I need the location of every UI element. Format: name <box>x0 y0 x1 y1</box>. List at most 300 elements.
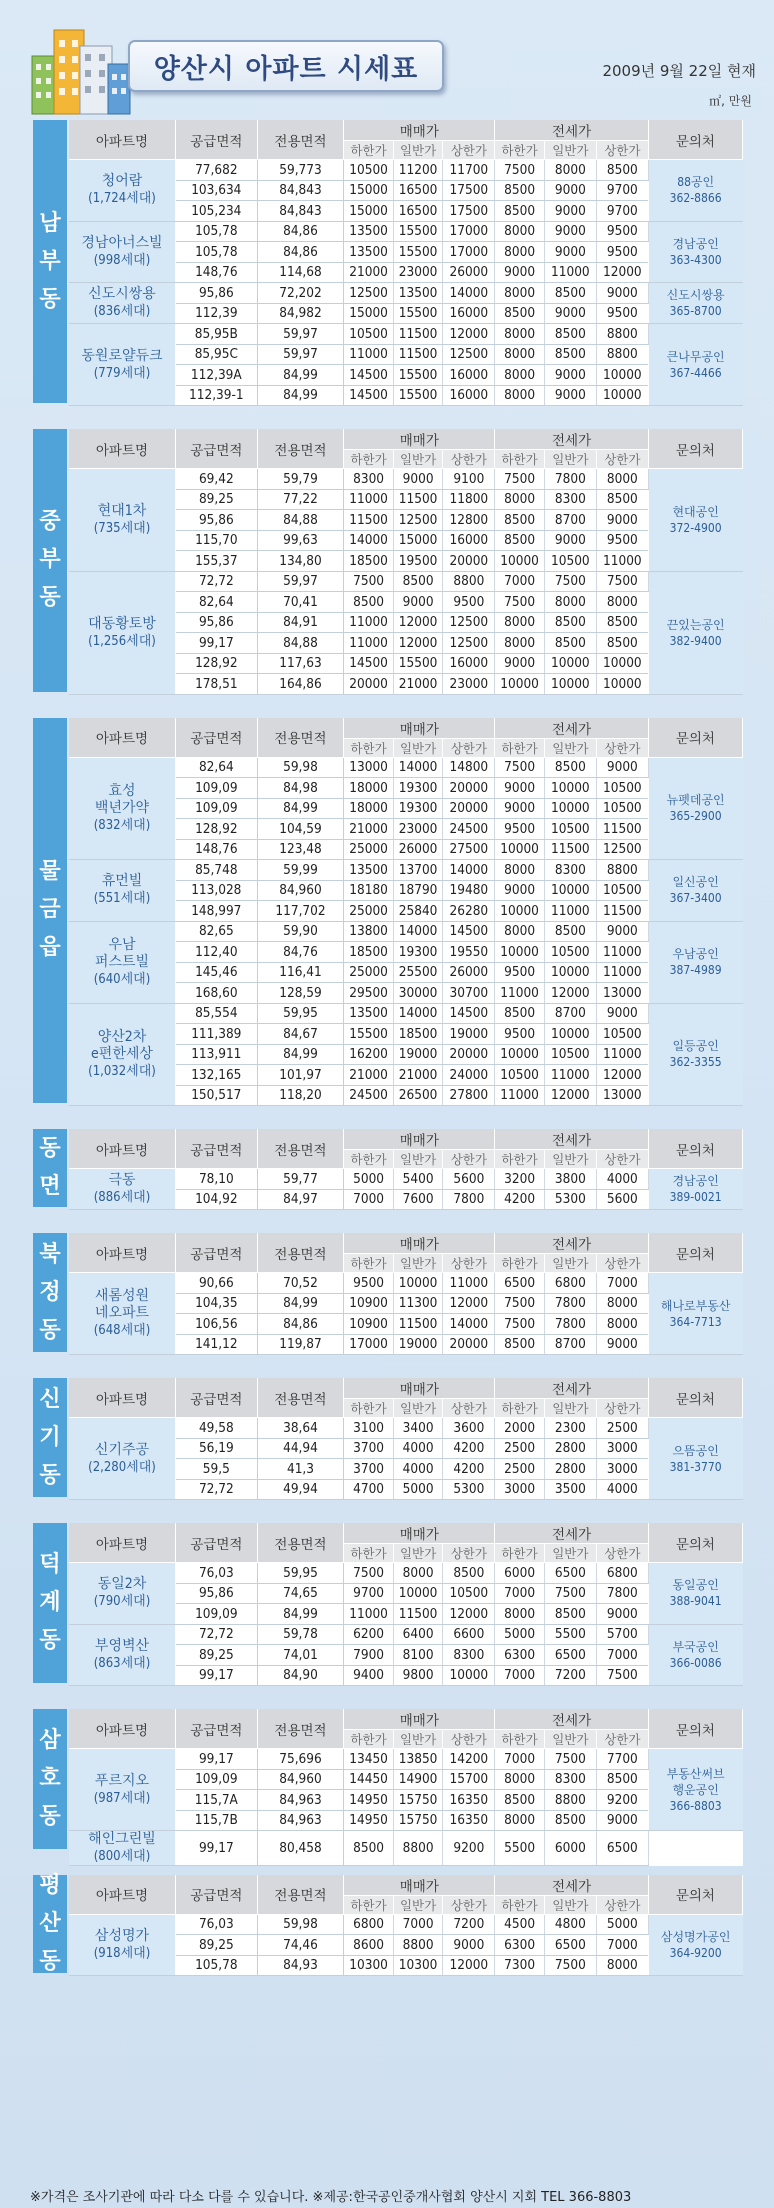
price-row <box>69 1563 743 1584</box>
sale-low-value: 15000 <box>344 201 394 222</box>
sale-mid-value: 5000 <box>393 1479 443 1500</box>
jeonse-mid-value: 8500 <box>544 1604 596 1625</box>
header-row <box>69 1129 743 1150</box>
jeonse-high-value: 5600 <box>596 1189 648 1210</box>
supply-area-value: 85,95B <box>175 324 257 345</box>
district-label-char: 동 <box>39 1628 61 1653</box>
jeonse-low-value: 7500 <box>495 160 545 181</box>
sale-high-value: 17000 <box>443 242 495 263</box>
sale-low-value: 13500 <box>344 1003 394 1024</box>
jeonse-high-value: 11000 <box>596 1044 648 1065</box>
supply-area-value: 56,19 <box>175 1438 257 1459</box>
apartment-name-cell <box>69 1831 175 1866</box>
jeonse-mid-value: 7500 <box>544 571 596 592</box>
apartment-name: 해인그린빌 <box>88 1831 156 1847</box>
exclusive-area-value: 84,99 <box>257 365 344 386</box>
contact-line: 382-9400 <box>669 633 722 648</box>
header-low-price: 하한가 <box>344 1895 394 1914</box>
jeonse-high-value: 10000 <box>596 365 648 386</box>
exclusive-area-value: 84,91 <box>257 612 344 633</box>
jeonse-high-value: 13000 <box>596 983 648 1004</box>
district-label-char: 산 <box>39 1910 61 1936</box>
contact-cell <box>648 160 742 222</box>
jeonse-high-value: 8500 <box>596 612 648 633</box>
sale-mid-value: 13850 <box>393 1749 443 1770</box>
exclusive-area-value: 84,90 <box>257 1665 344 1686</box>
sale-high-value: 19000 <box>443 1024 495 1045</box>
sale-high-value: 4200 <box>443 1459 495 1480</box>
header-contact: 문의처 <box>648 1129 742 1169</box>
sale-low-value: 21000 <box>344 262 394 283</box>
price-row <box>69 160 743 181</box>
contact-line: 으뜸공인 <box>672 1443 719 1458</box>
sale-mid-value: 7600 <box>393 1189 443 1210</box>
district-label <box>33 1872 67 1974</box>
price-row <box>69 324 743 345</box>
header-exclusive-area: 전용면적 <box>257 1875 344 1915</box>
exclusive-area-value: 80,458 <box>257 1831 344 1866</box>
jeonse-low-value: 7500 <box>495 1314 545 1335</box>
apartment-name: 푸르지오 <box>94 1772 150 1789</box>
jeonse-low-value: 4200 <box>495 1189 545 1210</box>
price-table <box>69 1523 743 1686</box>
header-contact: 문의처 <box>648 120 742 160</box>
district-label-char: 물 <box>39 859 61 885</box>
sale-low-value: 14500 <box>344 365 394 386</box>
supply-area-value: 128,92 <box>175 653 257 674</box>
exclusive-area-value: 84,86 <box>257 242 344 263</box>
district-label-char: 덕 <box>39 1552 61 1577</box>
exclusive-area-value: 99,63 <box>257 530 344 551</box>
sale-low-value: 14500 <box>344 385 394 406</box>
header-supply-area: 공급면적 <box>175 1709 257 1749</box>
header-exclusive-area: 전용면적 <box>257 1709 344 1749</box>
sale-high-value: 26000 <box>443 962 495 983</box>
jeonse-low-value: 8500 <box>495 1334 545 1355</box>
sale-high-value: 12500 <box>443 633 495 654</box>
jeonse-mid-value: 8500 <box>544 612 596 633</box>
jeonse-low-value: 7500 <box>495 757 545 778</box>
header-low-price: 하한가 <box>344 1399 394 1418</box>
jeonse-low-value: 8500 <box>495 180 545 201</box>
jeonse-low-value: 7000 <box>495 1665 545 1686</box>
sale-high-value: 20000 <box>443 798 495 819</box>
apartment-name-cell <box>69 283 175 324</box>
header-mid-price: 일반가 <box>544 1254 596 1273</box>
sale-high-value: 7200 <box>443 1914 495 1935</box>
sale-low-value: 11000 <box>344 612 394 633</box>
district-label-char: 동 <box>39 1948 61 1974</box>
contact-line: 363-4300 <box>669 252 722 267</box>
jeonse-low-value: 8000 <box>495 283 545 304</box>
supply-area-value: 72,72 <box>175 1479 257 1500</box>
sale-mid-value: 26000 <box>393 839 443 860</box>
contact-line: 372-4900 <box>669 520 722 535</box>
sale-low-value: 25000 <box>344 901 394 922</box>
supply-area-value: 105,78 <box>175 242 257 263</box>
exclusive-area-value: 84,97 <box>257 1189 344 1210</box>
price-row <box>69 469 743 490</box>
apartment-buildings-icon <box>24 18 144 118</box>
price-row <box>69 757 743 778</box>
exclusive-area-value: 134,80 <box>257 551 344 572</box>
sale-mid-value: 7000 <box>393 1914 443 1935</box>
price-row <box>69 1624 743 1645</box>
jeonse-low-value: 6000 <box>495 1563 545 1584</box>
jeonse-mid-value: 6500 <box>544 1935 596 1956</box>
apartment-name: 네오파트 <box>94 1305 150 1321</box>
exclusive-area-value: 59,95 <box>257 1003 344 1024</box>
sale-mid-value: 12500 <box>393 510 443 531</box>
supply-area-value: 104,35 <box>175 1293 257 1314</box>
apartment-name: 효성 <box>108 782 136 799</box>
jeonse-low-value: 8500 <box>495 1003 545 1024</box>
sale-high-value: 30700 <box>443 983 495 1004</box>
jeonse-mid-value: 10000 <box>544 1024 596 1045</box>
contact-line: 현대공인 <box>672 504 719 519</box>
sale-mid-value: 9800 <box>393 1665 443 1686</box>
district-label <box>33 429 67 692</box>
contact-line: 88공인 <box>677 175 715 190</box>
contact-cell <box>648 921 742 1003</box>
header-sale-price: 매매가 <box>344 1129 495 1150</box>
jeonse-high-value: 9000 <box>596 510 648 531</box>
price-row <box>69 571 743 592</box>
exclusive-area-value: 74,46 <box>257 1935 344 1956</box>
sale-low-value: 11000 <box>344 344 394 365</box>
exclusive-area-value: 119,87 <box>257 1334 344 1355</box>
sale-mid-value: 11200 <box>393 160 443 181</box>
sale-mid-value: 8800 <box>393 1831 443 1866</box>
sale-low-value: 24500 <box>344 1085 394 1106</box>
sale-high-value: 14500 <box>443 921 495 942</box>
jeonse-mid-value: 4800 <box>544 1914 596 1935</box>
jeonse-mid-value: 3800 <box>544 1169 596 1190</box>
sale-mid-value: 14900 <box>393 1769 443 1790</box>
sale-mid-value: 19000 <box>393 1044 443 1065</box>
supply-area-value: 150,517 <box>175 1085 257 1106</box>
district-label-char: 호 <box>39 1765 61 1791</box>
header-apt-name: 아파트명 <box>69 1129 175 1169</box>
jeonse-high-value: 9000 <box>596 757 648 778</box>
jeonse-mid-value: 8700 <box>544 510 596 531</box>
contact-line: 364-7713 <box>669 1314 722 1329</box>
contact-line: 일신공인 <box>672 875 719 890</box>
header-contact: 문의처 <box>648 1378 742 1418</box>
supply-area-value: 112,39 <box>175 303 257 324</box>
sale-mid-value: 19300 <box>393 942 443 963</box>
apartment-name-cell <box>69 1273 175 1355</box>
jeonse-mid-value: 3500 <box>544 1479 596 1500</box>
jeonse-mid-value: 9000 <box>544 385 596 406</box>
supply-area-value: 76,03 <box>175 1563 257 1584</box>
apartment-name-cell <box>69 860 175 922</box>
supply-area-value: 59,5 <box>175 1459 257 1480</box>
contact-line: 경남공인 <box>672 1174 719 1188</box>
header-sale-price: 매매가 <box>344 429 495 450</box>
jeonse-mid-value: 7800 <box>544 469 596 490</box>
apartment-households: (886세대) <box>93 1190 151 1205</box>
jeonse-low-value: 8500 <box>495 1790 545 1811</box>
contact-line: 367-4466 <box>669 365 722 380</box>
exclusive-area-value: 117,702 <box>257 901 344 922</box>
exclusive-area-value: 84,86 <box>257 221 344 242</box>
apartment-households: (863세대) <box>93 1655 151 1671</box>
sale-low-value: 8500 <box>344 1831 394 1866</box>
supply-area-value: 109,09 <box>175 1769 257 1790</box>
header-supply-area: 공급면적 <box>175 1875 257 1915</box>
supply-area-value: 145,46 <box>175 962 257 983</box>
contact-cell <box>648 1624 742 1686</box>
sale-high-value: 20000 <box>443 778 495 799</box>
district-label-char: 북 <box>39 1241 61 1267</box>
header-exclusive-area: 전용면적 <box>257 718 344 758</box>
sale-mid-value: 19300 <box>393 798 443 819</box>
jeonse-high-value: 9700 <box>596 180 648 201</box>
jeonse-mid-value: 2800 <box>544 1459 596 1480</box>
exclusive-area-value: 84,88 <box>257 633 344 654</box>
header-low-price: 하한가 <box>495 141 545 160</box>
jeonse-high-value: 7500 <box>596 1665 648 1686</box>
header-supply-area: 공급면적 <box>175 1378 257 1418</box>
exclusive-area-value: 116,41 <box>257 962 344 983</box>
supply-area-value: 178,51 <box>175 674 257 695</box>
sections-container <box>33 120 745 1999</box>
supply-area-value: 72,72 <box>175 571 257 592</box>
sale-low-value: 18000 <box>344 778 394 799</box>
exclusive-area-value: 74,01 <box>257 1645 344 1666</box>
supply-area-value: 82,64 <box>175 757 257 778</box>
sale-high-value: 11700 <box>443 160 495 181</box>
jeonse-high-value: 10000 <box>596 653 648 674</box>
sale-high-value: 11800 <box>443 489 495 510</box>
supply-area-value: 115,70 <box>175 530 257 551</box>
header-low-price: 하한가 <box>344 1544 394 1563</box>
sale-high-value: 12000 <box>443 1604 495 1625</box>
exclusive-area-value: 84,93 <box>257 1955 344 1976</box>
jeonse-high-value: 11500 <box>596 819 648 840</box>
sale-high-value: 8500 <box>443 1563 495 1584</box>
sale-high-value: 26280 <box>443 901 495 922</box>
exclusive-area-value: 84,843 <box>257 201 344 222</box>
sale-high-value: 24000 <box>443 1065 495 1086</box>
header-mid-price: 일반가 <box>393 1895 443 1914</box>
sale-high-value: 14000 <box>443 1314 495 1335</box>
price-row <box>69 1169 743 1190</box>
header-exclusive-area: 전용면적 <box>257 1129 344 1169</box>
exclusive-area-value: 128,59 <box>257 983 344 1004</box>
district-label-char: 동 <box>39 1136 61 1161</box>
contact-cell <box>648 1563 742 1625</box>
jeonse-mid-value: 10000 <box>544 962 596 983</box>
jeonse-mid-value: 2800 <box>544 1438 596 1459</box>
header-exclusive-area: 전용면적 <box>257 1523 344 1563</box>
exclusive-area-value: 59,77 <box>257 1169 344 1190</box>
contact-cell <box>648 757 742 860</box>
header-jeonse-price: 전세가 <box>495 1875 648 1896</box>
sale-low-value: 17000 <box>344 1334 394 1355</box>
header-mid-price: 일반가 <box>544 141 596 160</box>
price-table <box>69 1378 743 1500</box>
jeonse-mid-value: 8500 <box>544 324 596 345</box>
jeonse-low-value: 9000 <box>495 798 545 819</box>
jeonse-mid-value: 8300 <box>544 1769 596 1790</box>
jeonse-mid-value: 9000 <box>544 180 596 201</box>
apartment-name: 대동황토방 <box>88 615 156 632</box>
jeonse-low-value: 5000 <box>495 1624 545 1645</box>
jeonse-high-value: 7000 <box>596 1273 648 1294</box>
jeonse-low-value: 7500 <box>495 592 545 613</box>
header-high-price: 상한가 <box>596 1254 648 1273</box>
jeonse-high-value: 4000 <box>596 1479 648 1500</box>
sale-low-value: 9500 <box>344 1273 394 1294</box>
sale-high-value: 16000 <box>443 303 495 324</box>
jeonse-mid-value: 5500 <box>544 1624 596 1645</box>
header-exclusive-area: 전용면적 <box>257 1233 344 1273</box>
jeonse-mid-value: 7800 <box>544 1293 596 1314</box>
district-label <box>33 1129 67 1207</box>
jeonse-mid-value: 12000 <box>544 1085 596 1106</box>
supply-area-value: 72,72 <box>175 1624 257 1645</box>
supply-area-value: 99,17 <box>175 1831 257 1866</box>
jeonse-mid-value: 10000 <box>544 880 596 901</box>
supply-area-value: 109,09 <box>175 1604 257 1625</box>
exclusive-area-value: 59,90 <box>257 921 344 942</box>
header-low-price: 하한가 <box>344 1254 394 1273</box>
jeonse-low-value: 8000 <box>495 324 545 345</box>
jeonse-mid-value: 8500 <box>544 344 596 365</box>
header-jeonse-price: 전세가 <box>495 429 648 450</box>
supply-area-value: 89,25 <box>175 489 257 510</box>
jeonse-mid-value: 7500 <box>544 1749 596 1770</box>
sale-high-value: 19480 <box>443 880 495 901</box>
header-row <box>69 120 743 141</box>
contact-line: 365-2900 <box>669 809 722 824</box>
apartment-name: 극동 <box>108 1172 136 1188</box>
jeonse-high-value: 4000 <box>596 1169 648 1190</box>
contact-line: 366-0086 <box>669 1655 722 1670</box>
contact-line: 366-8803 <box>669 1798 722 1813</box>
jeonse-mid-value: 12000 <box>544 983 596 1004</box>
exclusive-area-value: 123,48 <box>257 839 344 860</box>
district-label-char: 삼 <box>39 1727 61 1753</box>
sale-high-value: 15700 <box>443 1769 495 1790</box>
header-sale-price: 매매가 <box>344 1523 495 1544</box>
district-label-char: 계 <box>39 1590 61 1615</box>
header-high-price: 상한가 <box>596 1150 648 1169</box>
header-mid-price: 일반가 <box>393 1399 443 1418</box>
jeonse-mid-value: 10500 <box>544 1044 596 1065</box>
contact-line: 367-3400 <box>669 891 722 906</box>
jeonse-low-value: 6300 <box>495 1645 545 1666</box>
exclusive-area-value: 84,963 <box>257 1810 344 1831</box>
header-apt-name: 아파트명 <box>69 1875 175 1915</box>
price-table <box>69 1129 743 1210</box>
jeonse-low-value: 7000 <box>495 1749 545 1770</box>
jeonse-high-value: 5700 <box>596 1624 648 1645</box>
header-contact: 문의처 <box>648 718 742 758</box>
price-row <box>69 921 743 942</box>
contact-line: 365-8700 <box>669 304 722 318</box>
header-high-price: 상한가 <box>443 1254 495 1273</box>
supply-area-value: 85,554 <box>175 1003 257 1024</box>
contact-line: 387-4989 <box>669 963 722 977</box>
apartment-name-cell <box>69 469 175 572</box>
sale-mid-value: 18500 <box>393 1024 443 1045</box>
sale-mid-value: 11500 <box>393 344 443 365</box>
supply-area-value: 95,86 <box>175 612 257 633</box>
header-low-price: 하한가 <box>495 738 545 757</box>
sale-mid-value: 23000 <box>393 262 443 283</box>
contact-cell <box>648 283 742 324</box>
district-section <box>33 1709 745 1864</box>
header-mid-price: 일반가 <box>393 1730 443 1749</box>
supply-area-value: 132,165 <box>175 1065 257 1086</box>
district-label <box>33 1378 67 1497</box>
exclusive-area-value: 59,79 <box>257 469 344 490</box>
sale-low-value: 3700 <box>344 1459 394 1480</box>
unit-note: ㎡, 만원 <box>709 94 752 108</box>
contact-line: 일등공인 <box>672 1039 719 1054</box>
jeonse-high-value: 5000 <box>596 1914 648 1935</box>
header-low-price: 하한가 <box>344 1730 394 1749</box>
apartment-households: (987세대) <box>93 1790 151 1806</box>
jeonse-high-value: 13000 <box>596 1085 648 1106</box>
jeonse-high-value: 2500 <box>596 1418 648 1439</box>
header-row <box>69 1233 743 1254</box>
jeonse-high-value: 7700 <box>596 1749 648 1770</box>
sale-low-value: 3100 <box>344 1418 394 1439</box>
jeonse-high-value: 3000 <box>596 1459 648 1480</box>
sale-high-value: 19550 <box>443 942 495 963</box>
supply-area-value: 155,37 <box>175 551 257 572</box>
header-high-price: 상한가 <box>443 738 495 757</box>
sale-high-value: 14800 <box>443 757 495 778</box>
jeonse-mid-value: 6500 <box>544 1563 596 1584</box>
header-low-price: 하한가 <box>495 1399 545 1418</box>
exclusive-area-value: 70,41 <box>257 592 344 613</box>
header-apt-name: 아파트명 <box>69 1233 175 1273</box>
supply-area-value: 85,748 <box>175 860 257 881</box>
apartment-name: 우남 <box>108 936 136 953</box>
jeonse-low-value: 2500 <box>495 1438 545 1459</box>
header-low-price: 하한가 <box>344 141 394 160</box>
jeonse-mid-value: 8800 <box>544 1790 596 1811</box>
apartment-name: 신기주공 <box>94 1441 150 1458</box>
exclusive-area-value: 84,960 <box>257 1769 344 1790</box>
jeonse-low-value: 9000 <box>495 262 545 283</box>
jeonse-mid-value: 9000 <box>544 201 596 222</box>
sale-high-value: 5300 <box>443 1479 495 1500</box>
exclusive-area-value: 59,99 <box>257 860 344 881</box>
header-low-price: 하한가 <box>344 450 394 469</box>
apartment-name: 퍼스트빌 <box>94 953 150 970</box>
header-low-price: 하한가 <box>495 1730 545 1749</box>
jeonse-high-value: 10000 <box>596 385 648 406</box>
header-supply-area: 공급면적 <box>175 718 257 758</box>
contact-line: 해나로부동산 <box>660 1298 731 1313</box>
jeonse-high-value: 9000 <box>596 1003 648 1024</box>
jeonse-low-value: 7300 <box>495 1955 545 1976</box>
jeonse-mid-value: 11500 <box>544 839 596 860</box>
jeonse-low-value: 8500 <box>495 530 545 551</box>
sale-high-value: 16350 <box>443 1810 495 1831</box>
exclusive-area-value: 164,86 <box>257 674 344 695</box>
footer-note: ※가격은 조사기관에 따라 다소 다를 수 있습니다. ※제공:한국공인중개사협회 양산시 지회 TEL 366-8803 <box>30 2190 632 2205</box>
exclusive-area-value: 59,97 <box>257 324 344 345</box>
sale-high-value: 8800 <box>443 571 495 592</box>
district-label <box>33 120 67 403</box>
